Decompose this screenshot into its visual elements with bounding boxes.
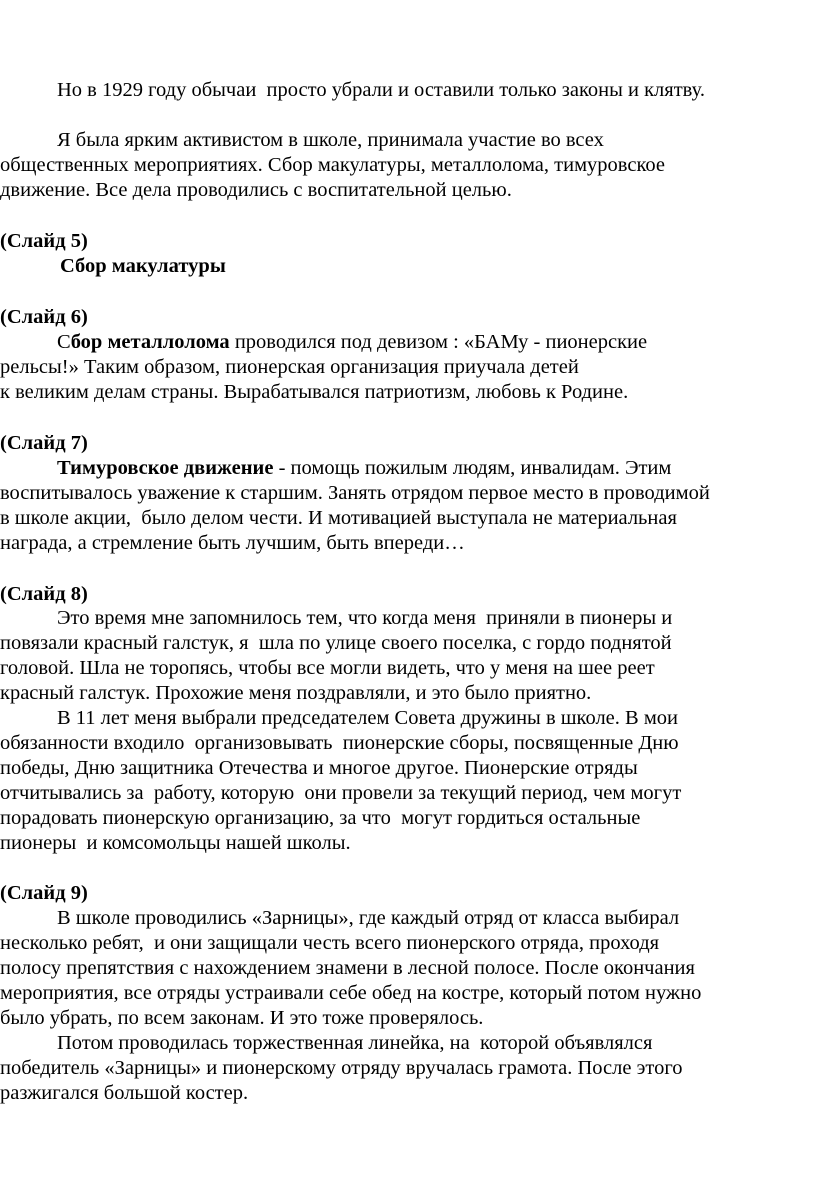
slide-9-p1-line-3: полосу препятствия с нахождением знамени в лесной полосе. После окончания <box>0 957 695 979</box>
slide-8-p2-line-6: пионеры и комсомольцы нашей школы. <box>0 832 351 854</box>
slide-8-p1-line-1: Это время мне запомнилось тем, что когда меня приняли в пионеры и <box>57 607 673 629</box>
slide-5-heading: Сбор макулатуры <box>60 255 226 277</box>
slide-9-p1-line-5: было убрать, по всем законам. И это тоже проверялось. <box>0 1007 484 1029</box>
slide-9-p2-line-3: разжигался большой костер. <box>0 1082 249 1104</box>
slide-8-p2-line-4: отчитывались за работу, которую они провели за текущий период, чем могут <box>0 782 682 804</box>
slide-6-line-1: Сбор металлолома проводился под девизом : «БАМу - пионерские <box>57 331 648 353</box>
slide-9-p1-line-2: несколько ребят, и они защищали честь всего пионерского отряда, проходя <box>0 932 660 954</box>
slide-8-p1-line-2: повязали красный галстук, я шла по улице своего поселка, с гордо поднятой <box>0 632 672 654</box>
slide-7-line-3: в школе акции, было делом чести. И мотивацией выступала не материальная <box>0 507 677 529</box>
slide-5-label: (Слайд 5) <box>0 230 88 252</box>
slide-8-p2-line-1: В 11 лет меня выбрали председателем Совета дружины в школе. В мои <box>57 707 679 729</box>
paragraph-2-line-3: движение. Все дела проводились с воспитательной целью. <box>0 179 512 201</box>
slide-8-p1-line-3: головой. Шла не торопясь, чтобы все могли видеть, что у меня на шее реет <box>0 657 655 679</box>
slide-9-label: (Слайд 9) <box>0 882 88 904</box>
slide-8-p2-line-5: порадовать пионерскую организацию, за что могут гордиться остальные <box>0 807 641 829</box>
slide-8-p2-line-2: обязанности входило организовывать пионерские сборы, посвященные Дню <box>0 732 679 754</box>
slide-7-line-2: воспитывалось уважение к старшим. Занять отрядом первое место в проводимой <box>0 482 710 504</box>
slide-9-p2-line-1: Потом проводилась торжественная линейка, на которой объявлялся <box>57 1032 653 1054</box>
slide-8-p2-line-3: победы, Дню защитника Отечества и многое другое. Пионерские отряды <box>0 757 638 779</box>
slide-9-p1-line-4: мероприятия, все отряды устраивали себе обед на костре, который потом нужно <box>0 982 702 1004</box>
slide-9-p2-line-2: победитель «Зарницы» и пионерскому отряду вручалась грамота. После этого <box>0 1057 683 1079</box>
paragraph-1: Но в 1929 году обычаи просто убрали и оставили только законы и клятву. <box>57 79 705 101</box>
slide-7-line-4: награда, а стремление быть лучшим, быть впереди… <box>0 532 465 554</box>
slide-8-p1-line-4: красный галстук. Прохожие меня поздравляли, и это было приятно. <box>0 682 592 704</box>
slide-7-label: (Слайд 7) <box>0 432 88 454</box>
paragraph-2-line-2: общественных мероприятиях. Сбор макулатуры, металлолома, тимуровское <box>0 154 665 176</box>
slide-8-label: (Слайд 8) <box>0 583 88 605</box>
paragraph-2-line-1: Я была ярким активистом в школе, принимала участие во всех <box>57 129 604 151</box>
slide-7-line-1: Тимуровское движение - помощь пожилым людям, инвалидам. Этим <box>57 457 672 479</box>
slide-6-label: (Слайд 6) <box>0 306 88 328</box>
slide-6-line-3: к великим делам страны. Вырабатывался патриотизм, любовь к Родине. <box>0 381 629 403</box>
slide-6-line-2: рельсы!» Таким образом, пионерская организация приучала детей <box>0 356 579 378</box>
slide-9-p1-line-1: В школе проводились «Зарницы», где каждый отряд от класса выбирал <box>57 907 680 929</box>
